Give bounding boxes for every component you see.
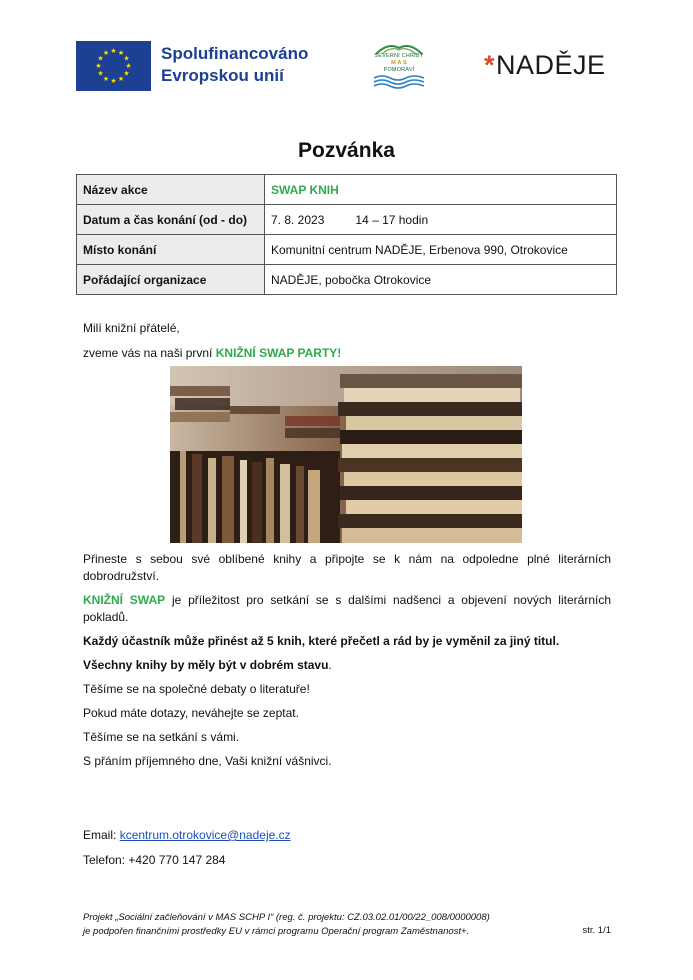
mas-line-3: POMORAVÍ xyxy=(383,67,415,73)
event-date-cell xyxy=(265,205,617,235)
paragraph-1: Přineste s sebou své oblíbené knihy a připojte se k nám na odpoledne plné literárních dobrodružství. xyxy=(83,552,611,583)
paragraph-2 xyxy=(83,592,611,626)
svg-text:★: ★ xyxy=(97,54,104,63)
phone-line xyxy=(83,852,611,869)
table-row xyxy=(77,235,617,265)
page-title: Pozvánka xyxy=(298,139,395,162)
paragraph-3: Každý účastník může přinést až 5 knih, které přečetl a rád by je vyměnil za jiný titul. xyxy=(83,634,560,648)
paragraph-6: Pokud máte dotazy, neváhejte se zeptat. xyxy=(83,706,299,720)
eu-cofinance-text xyxy=(161,43,308,87)
page-header xyxy=(0,0,693,110)
paragraph-7: Těšíme se na setkání s vámi. xyxy=(83,730,240,744)
invite-highlight: KNIŽNÍ SWAP PARTY! xyxy=(215,346,342,360)
email-link[interactable]: kcentrum.otrokovice@nadeje.cz xyxy=(119,828,291,842)
paragraph-5: Těšíme se na společné debaty o literatuře! xyxy=(83,682,310,696)
svg-text:★: ★ xyxy=(125,62,132,70)
paragraph-8: S přáním příjemného dne, Vaši knižní vášnivci. xyxy=(83,754,332,768)
email-line xyxy=(83,827,611,844)
event-date-label: Datum a čas konání (od - do) xyxy=(77,205,265,235)
event-name-value: SWAP KNIH xyxy=(265,175,617,205)
event-time-value: 14 – 17 hodin xyxy=(355,212,429,227)
svg-text:★: ★ xyxy=(117,49,125,57)
svg-text:★: ★ xyxy=(102,75,110,83)
nadeje-logo xyxy=(484,50,606,81)
footer-line-1: Projekt „Sociální začleňování v MAS SCHP I“ (reg. č. projektu: CZ.03.02.01/00/22_008/0000008) xyxy=(83,912,490,923)
svg-text:★: ★ xyxy=(95,62,102,70)
table-row xyxy=(77,265,617,295)
nadeje-star-icon: * xyxy=(484,50,496,80)
svg-text:★: ★ xyxy=(110,47,117,55)
phone-number: +420 770 147 284 xyxy=(128,853,226,867)
invite-line xyxy=(83,345,611,362)
paragraph-2-highlight: KNIŽNÍ SWAP xyxy=(83,593,166,607)
paragraph-4 xyxy=(83,657,611,674)
svg-text:★: ★ xyxy=(110,77,117,85)
mas-logo-text xyxy=(368,53,430,74)
invite-prefix: zveme vás na naši první xyxy=(83,346,216,360)
svg-text:★: ★ xyxy=(117,75,125,83)
page-number: str. 1/1 xyxy=(582,925,611,936)
eu-line-2: Evropskou unií xyxy=(161,66,284,85)
footer-line-2: je podpořen finančními prostředky EU v rámci programu Operační program Zaměstnanost+. xyxy=(83,926,470,937)
svg-text:★: ★ xyxy=(123,54,130,63)
svg-text:★: ★ xyxy=(102,49,110,57)
phone-label: Telefon: xyxy=(83,853,129,867)
event-date-value: 7. 8. 2023 xyxy=(271,212,325,227)
paragraph-2-rest: je příležitost pro setkání se s dalšími nadšenci a objevení nových literárních pokladů. xyxy=(83,593,611,624)
mas-line-1: SEVERNÍ CHŘIBY xyxy=(374,53,424,59)
event-place-label: Místo konání xyxy=(77,235,265,265)
table-row xyxy=(77,205,617,235)
nadeje-logo-text: NADĚJE xyxy=(496,50,606,80)
eu-line-1: Spolufinancováno xyxy=(161,44,309,63)
greeting: Milí knižní přátelé, xyxy=(83,321,180,335)
paragraph-4-end: . xyxy=(328,658,332,672)
organizer-value: NADĚJE, pobočka Otrokovice xyxy=(265,265,617,295)
project-footer xyxy=(83,911,611,939)
event-place-value: Komunitní centrum NADĚJE, Erbenova 990, Otrokovice xyxy=(265,235,617,265)
books-photo xyxy=(170,366,522,543)
paragraph-4-bold: Všechny knihy by měly být v dobrém stavu xyxy=(83,658,329,672)
eu-flag-icon xyxy=(76,41,151,91)
organizer-label: Pořádající organizace xyxy=(77,265,265,295)
table-row xyxy=(77,175,617,205)
event-info-table xyxy=(76,174,617,295)
email-label: Email: xyxy=(83,828,120,842)
mas-line-2: M A S xyxy=(391,60,407,66)
svg-text:★: ★ xyxy=(97,69,104,78)
svg-text:★: ★ xyxy=(123,69,130,78)
event-name-label: Název akce xyxy=(77,175,265,205)
